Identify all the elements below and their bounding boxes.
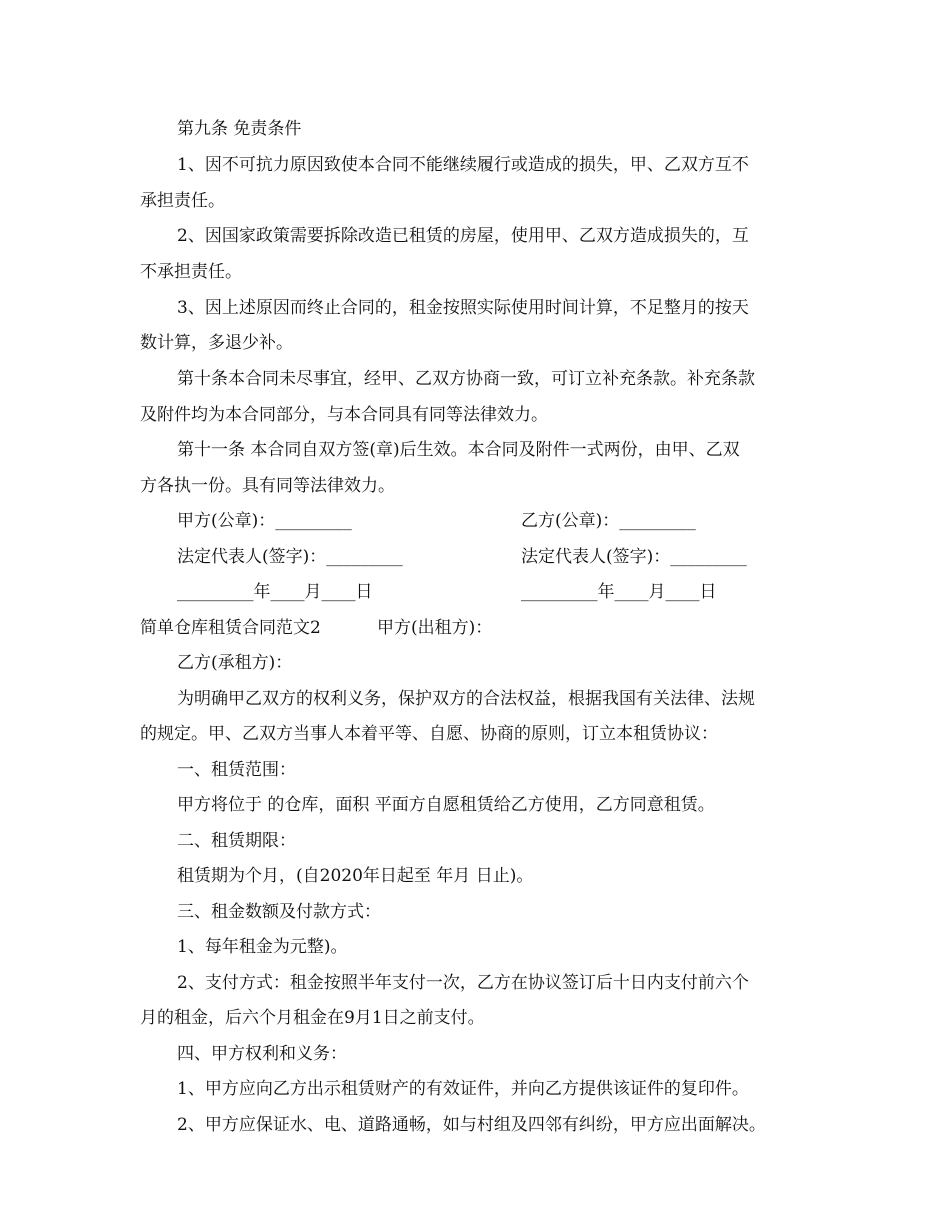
paragraph-line: 1、甲方应向乙方出示租赁财产的有效证件，并向乙方提供该证件的复印件。 (177, 1079, 749, 1099)
paragraph-line: 月的租金，后六个月租金在9月1日之前支付。 (140, 1008, 485, 1028)
paragraph-line: 1、每年租金为元整)。 (177, 937, 348, 957)
paragraph-line: 租赁期为个月，(自2020年日起至 年月 日止)。 (177, 866, 534, 886)
party-b-rep-field: 法定代表人(签字)：_________ (521, 547, 747, 567)
party-a-rep-field: 法定代表人(签字)：_________ (177, 547, 403, 567)
party-b-date-field: _________年____月____日 (521, 582, 717, 602)
paragraph-line: 3、因上述原因而终止合同的，租金按照实际使用时间计算，不足整月的按天 (177, 298, 749, 318)
paragraph-line: 2、因国家政策需要拆除改造已租赁的房屋，使用甲、乙双方造成损失的，互 (177, 226, 749, 246)
paragraph-line: 2、甲方应保证水、电、道路通畅，如与村组及四邻有纠纷，甲方应出面解决。 (177, 1115, 766, 1135)
paragraph-line: 不承担责任。 (140, 262, 242, 282)
paragraph-line: 为明确甲乙双方的权利义务，保护双方的合法权益，根据我国有关法律、法规 (177, 689, 755, 709)
clause-11-line: 第十一条 本合同自双方签(章)后生效。本合同及附件一式两份，由甲、乙双 (177, 440, 740, 460)
paragraph-line: 甲方将位于 的仓库，面积 平面方自愿租赁给乙方使用，乙方同意租赁。 (177, 795, 715, 815)
party-a-date-field: _________年____月____日 (177, 582, 373, 602)
paragraph-line: 方各执一份。具有同等法律效力。 (140, 476, 395, 496)
section-title: 二、租赁期限： (177, 831, 296, 851)
paragraph-line: 数计算，多退少补。 (140, 333, 293, 353)
paragraph-line: 1、因不可抗力原因致使本合同不能继续履行或造成的损失，甲、乙双方互不 (177, 155, 749, 175)
paragraph-line: 2、支付方式：租金按照半年支付一次，乙方在协议签订后十日内支付前六个 (177, 973, 749, 993)
party-b-lessee: 乙方(承租方)： (177, 653, 293, 673)
paragraph-line: 的规定。甲、乙双方当事人本着平等、自愿、协商的原则，订立本租赁协议： (140, 724, 718, 744)
section-title: 三、租金数额及付款方式： (177, 902, 381, 922)
party-b-seal-field: 乙方(公章)：_________ (521, 511, 696, 531)
section-heading-2: 简单仓库租赁合同范文2 (140, 618, 321, 638)
party-a-lessor: 甲方(出租方)： (377, 618, 493, 638)
section-title: 一、租赁范围： (177, 760, 296, 780)
clause-10-line: 第十条本合同未尽事宜，经甲、乙双方协商一致，可订立补充条款。补充条款 (177, 369, 755, 389)
paragraph-line: 及附件均为本合同部分，与本合同具有同等法律效力。 (140, 405, 548, 425)
paragraph-line: 承担责任。 (140, 191, 225, 211)
party-a-seal-field: 甲方(公章)：_________ (177, 511, 352, 531)
section-title: 四、甲方权利和义务： (177, 1044, 347, 1064)
clause-9-title: 第九条 免责条件 (177, 119, 302, 139)
